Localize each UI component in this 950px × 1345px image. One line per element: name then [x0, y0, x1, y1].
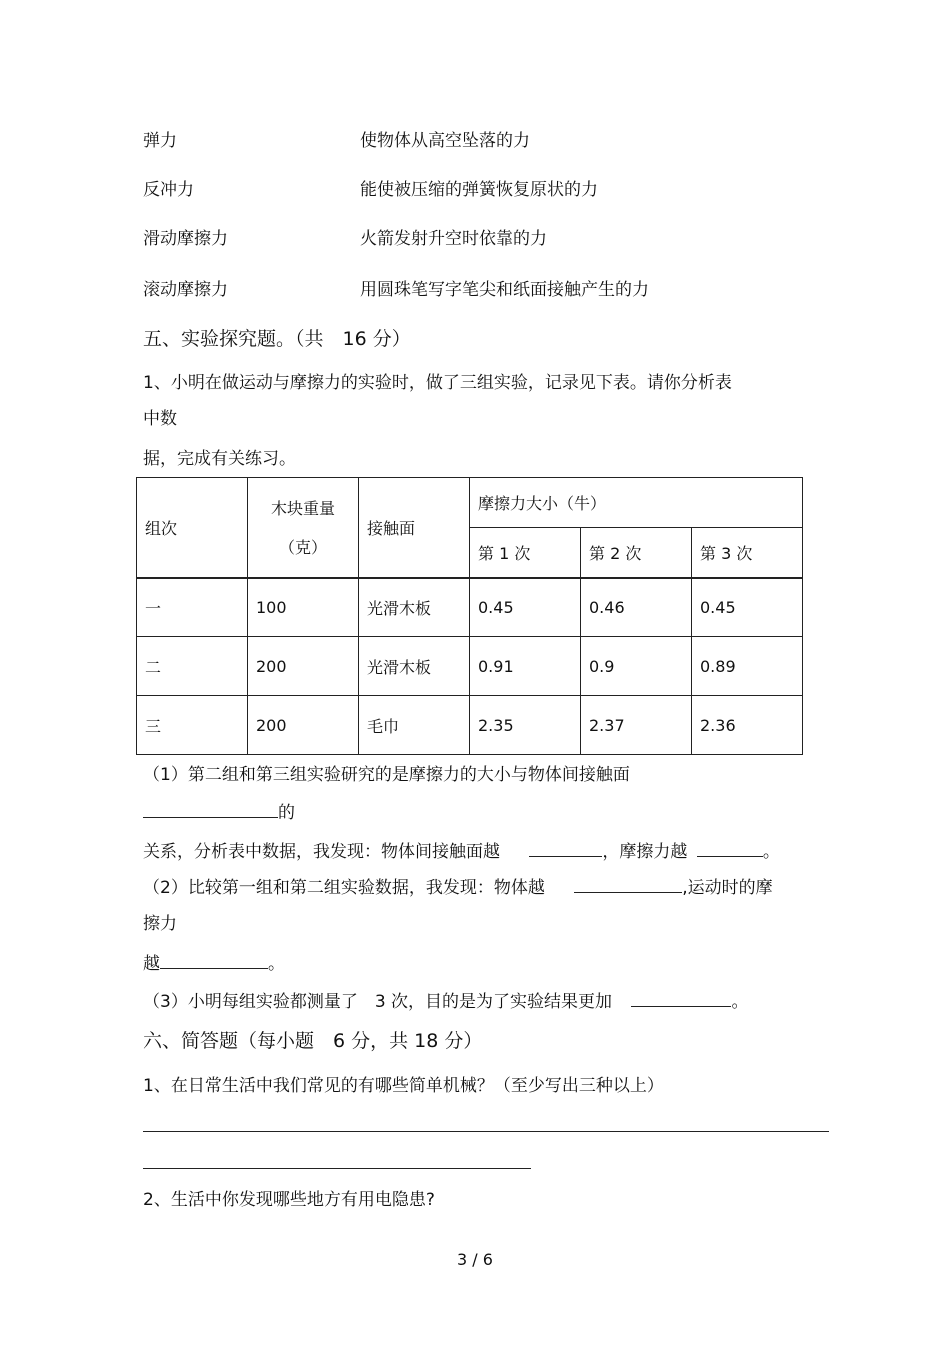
cell-surface: 光滑木板 [359, 637, 470, 696]
answer-blank-3[interactable] [697, 840, 763, 857]
header-surface: 接触面 [359, 478, 470, 578]
answer-blank-6[interactable] [631, 990, 731, 1007]
sub1-line-2 [143, 801, 295, 823]
match-right-1: 使物体从高空坠落的力 [360, 131, 530, 151]
match-right-3: 火箭发射升空时依靠的力 [360, 229, 547, 249]
sub2-line-2: 擦力 [143, 914, 177, 934]
match-left-4: 滚动摩擦力 [143, 280, 228, 300]
sub1-line-3-c: 。 [762, 842, 780, 862]
q1-line-2: 中数 [143, 409, 177, 429]
cell-group: 一 [137, 578, 248, 637]
header-friction: 摩擦力大小（牛） [470, 478, 803, 528]
sub3-text: （3）小明每组实验都测量了 3 次，目的是为了实验结果更加 [143, 992, 613, 1012]
section6-q2: 2、生活中你发现哪些地方有用电隐患? [143, 1190, 435, 1210]
answer-blank-2[interactable] [529, 840, 602, 857]
cell-surface: 毛巾 [359, 696, 470, 755]
header-trial-1: 第 1 次 [470, 528, 581, 578]
section5-title: 五、实验探究题。（共 16 分） [143, 328, 411, 350]
match-left-2: 反冲力 [143, 180, 194, 200]
answer-blank-5[interactable] [160, 952, 268, 969]
cell-trial-2: 2.37 [581, 696, 692, 755]
cell-trial-2: 0.9 [581, 637, 692, 696]
table-header-row-1 [137, 478, 803, 528]
sub1-line-1: （1）第二组和第三组实验研究的是摩擦力的大小与物体间接触面 [143, 765, 630, 785]
cell-trial-1: 0.91 [470, 637, 581, 696]
sub2-line-3-a: 越 [143, 954, 160, 974]
answer-line-2[interactable] [143, 1168, 531, 1169]
sub1-line-3-b: ，摩擦力越 [602, 842, 688, 862]
cell-trial-1: 0.45 [470, 578, 581, 637]
q1-line-3: 据，完成有关练习。 [143, 449, 296, 469]
sub2-line-1-b: ,运动时的摩 [682, 878, 773, 898]
header-weight-line-1: 木块重量 [270, 499, 335, 519]
table-row [137, 578, 803, 637]
header-group: 组次 [137, 478, 248, 578]
header-trial-2: 第 2 次 [581, 528, 692, 578]
match-right-2: 能使被压缩的弹簧恢复原状的力 [360, 180, 598, 200]
answer-line-1[interactable] [143, 1131, 829, 1132]
match-right-4: 用圆珠笔写字笔尖和纸面接触产生的力 [360, 280, 649, 300]
cell-trial-3: 2.36 [692, 696, 803, 755]
cell-group: 二 [137, 637, 248, 696]
header-weight-line-2: （克） [278, 538, 327, 558]
section6-q1: 1、在日常生活中我们常见的有哪些简单机械？（至少写出三种以上） [143, 1076, 664, 1096]
match-left-3: 滑动摩擦力 [143, 229, 228, 249]
cell-weight: 100 [248, 578, 359, 637]
cell-trial-3: 0.45 [692, 578, 803, 637]
sub3-end: 。 [731, 992, 749, 1012]
sub3-line [143, 990, 748, 1012]
cell-trial-1: 2.35 [470, 696, 581, 755]
cell-weight: 200 [248, 637, 359, 696]
sub1-line-3 [143, 840, 780, 862]
cell-trial-2: 0.46 [581, 578, 692, 637]
cell-group: 三 [137, 696, 248, 755]
cell-surface: 光滑木板 [359, 578, 470, 637]
answer-blank-1[interactable] [143, 801, 278, 818]
cell-trial-3: 0.89 [692, 637, 803, 696]
cell-weight: 200 [248, 696, 359, 755]
experiment-table [136, 477, 803, 755]
sub2-line-3-b: 。 [268, 954, 285, 974]
header-weight [248, 478, 359, 578]
section6-title: 六、简答题（每小题 6 分，共 18 分） [143, 1030, 483, 1052]
sub1-line-3-a: 关系，分析表中数据，我发现：物体间接触面越 [143, 842, 500, 862]
page-number: 3 / 6 [457, 1250, 493, 1269]
match-left-1: 弹力 [143, 131, 177, 151]
answer-blank-4[interactable] [574, 876, 682, 893]
table-row [137, 696, 803, 755]
q1-line-1: 1、小明在做运动与摩擦力的实验时，做了三组实验，记录见下表。请你分析表 [143, 373, 732, 393]
table-row [137, 637, 803, 696]
sub2-line-1-a: （2）比较第一组和第二组实验数据，我发现：物体越 [143, 878, 545, 898]
sub2-line-3 [143, 952, 285, 974]
header-trial-3: 第 3 次 [692, 528, 803, 578]
sub1-line-2-suffix: 的 [278, 803, 295, 823]
sub2-line-1 [143, 876, 773, 898]
